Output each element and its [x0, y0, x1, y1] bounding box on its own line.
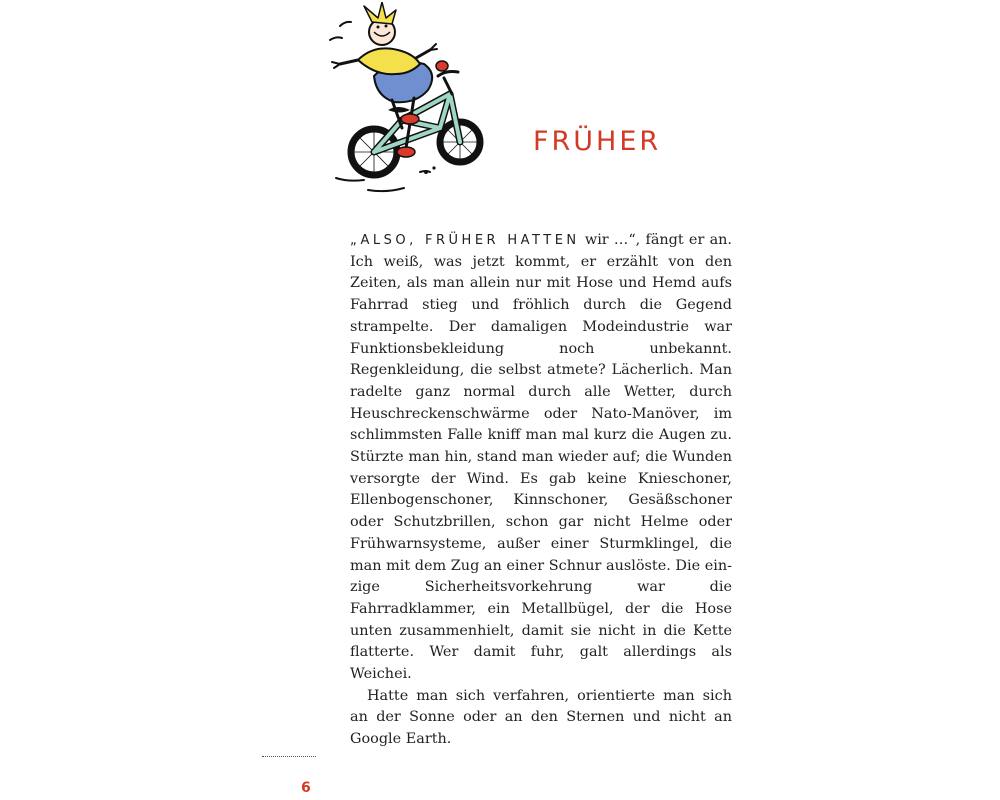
- paragraph-text: wir …“, fängt er an. Ich weiß, was jetzt kommt, er erzählt von den Zeiten, als man allein nur mit Hose und Hemd aufs Fahrrad stieg und fröhlich durch die Gegend strampelte. Der damaligen Modeindustrie war Funktionsbekleidung noch unbekannt. Regenkleidung, die selbst atmete? Lächerlich. Man radelte ganz normal durch alle Wetter, durch Heuschreckenschwärme oder Nato-Manöver, im schlimmsten Falle kniff man mal kurz die Augen zu. Stürzte man hin, stand man wieder auf; die Wunden versorgte der Wind. Es gab keine Knieschoner, Ellenbogenschoner, Kinnschoner, Gesäßschoner oder Schutzbrillen, schon gar nicht Helme oder Frühwarnsysteme, außer einer Sturmklingel, die man mit dem Zug an einer Schnur auslöste. Die einzige Sicherheitsvorkehrung war die Fahrradklammer, ein Metallbügel, der die Hose unten zusammenhielt, damit sie nicht in die Kette flatterte. Wer damit fuhr, galt allerdings als Weichei.: [350, 232, 732, 683]
- rider-hair: [364, 2, 396, 24]
- rider-shoe: [397, 147, 415, 157]
- paragraph: [350, 230, 732, 686]
- paragraph-lead: „ALSO, FRÜHER HATTEN: [350, 233, 580, 248]
- rider-shirt: [358, 48, 420, 74]
- page-number: 6: [301, 780, 311, 796]
- page-number-divider: [262, 756, 316, 757]
- paragraph: Hatte man sich verfahren, orientierte man sich an der Sonne oder an den Sternen und nicht an Google Earth.: [350, 687, 732, 748]
- body-text: [350, 230, 732, 751]
- chapter-title: FRÜHER: [533, 126, 662, 157]
- rider-shoe: [401, 114, 419, 124]
- motion-lines: [330, 22, 430, 191]
- child-on-bicycle-icon: [322, 2, 492, 198]
